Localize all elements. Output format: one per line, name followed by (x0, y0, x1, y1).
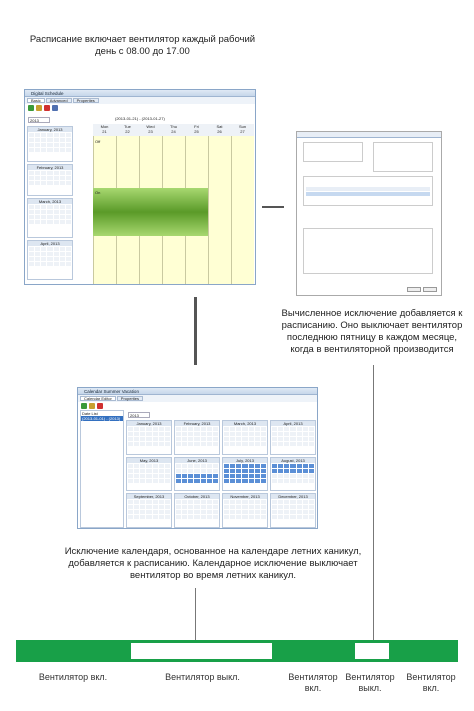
day-header: Thu 24 (170, 124, 177, 134)
event-type-group[interactable] (303, 142, 363, 162)
ok-button[interactable] (407, 287, 421, 292)
month-calendar[interactable]: October, 2013 (174, 493, 220, 528)
mini-calendar[interactable]: March, 2013 (27, 198, 73, 238)
tab-advanced[interactable]: Advanced (46, 98, 72, 103)
month-calendar[interactable]: September, 2013 (126, 493, 172, 528)
connector-line (195, 588, 196, 640)
week-grid[interactable] (93, 124, 254, 284)
month-calendar[interactable]: June, 2013 (174, 457, 220, 492)
timeline-label-off: Вентилятор выкл. (345, 672, 395, 693)
month-calendar[interactable]: February, 2013 (174, 420, 220, 455)
cancel-button[interactable] (423, 287, 437, 292)
tab-properties[interactable]: Properties (117, 396, 143, 401)
month-calendar[interactable]: March, 2013 (222, 420, 268, 455)
day-header: Mon 21 (100, 124, 109, 134)
add-icon[interactable] (28, 105, 34, 111)
tab-calendar-editor[interactable]: Calendar Editor (80, 396, 116, 401)
exception-type-group[interactable] (373, 142, 433, 172)
day-header: Sun 27 (238, 124, 247, 134)
timeline-label-on: Вентилятор вкл. (406, 672, 456, 693)
edit-icon[interactable] (36, 105, 42, 111)
caption-top: Расписание включает вентилятор каждый рабочий день с 08.00 до 17.00 (29, 34, 256, 57)
calendar-window (77, 387, 318, 529)
on-label: On (95, 190, 101, 195)
month-calendar[interactable]: July, 2013 (222, 457, 268, 492)
calendar-window-title: Calendar Summer Vacation (78, 388, 317, 395)
year-select[interactable]: 2013 (28, 117, 50, 123)
connector-line (262, 206, 284, 208)
edit-icon[interactable] (89, 403, 95, 409)
month-calendar[interactable]: November, 2013 (222, 493, 268, 528)
connector-line (373, 365, 374, 640)
exception-dialog (296, 131, 442, 296)
date-list[interactable]: Date List (2013-01-01) - (2013) (80, 410, 124, 528)
delete-icon[interactable] (97, 403, 103, 409)
month-calendar[interactable]: April, 2013 (270, 420, 316, 455)
caption-middle: Исключение календаря, основанное на календаре летних каникул, добавляется к расписанию. Календарное исключение выключает вентилятор во время летних каникул. (64, 546, 362, 581)
off-label: Off (95, 139, 101, 144)
day-header: Sat 26 (216, 124, 223, 134)
mini-calendar[interactable]: January, 2013 (27, 126, 73, 162)
add-icon[interactable] (81, 403, 87, 409)
dialog-title (297, 132, 441, 138)
timeline-off-segment (131, 643, 272, 659)
year-select[interactable]: 2013 (128, 412, 150, 418)
timeline-label-off: Вентилятор выкл. (165, 672, 240, 682)
delete-icon[interactable] (44, 105, 50, 111)
settings-icon[interactable] (52, 105, 58, 111)
timeline-off-segment (355, 643, 389, 659)
time-value-list[interactable] (303, 176, 433, 206)
month-calendar[interactable]: August, 2013 (270, 457, 316, 492)
timeline-label-on: Вентилятор вкл. (288, 672, 338, 693)
date-list-item[interactable]: (2013-01-01) - (2013) (81, 416, 123, 421)
caption-right: Вычисленное исключение добавляется к расписанию. Оно выключает вентилятор последнюю пятницу в каждом месяце, когда в вентиляторной производится (281, 308, 463, 355)
schedule-window (24, 89, 256, 285)
day-header: Tue 22 (124, 124, 131, 134)
timeline-label-on: Вентилятор вкл. (38, 672, 108, 682)
date-range: (2013-01-21) - (2013-01-27) (115, 116, 165, 121)
month-calendar[interactable]: January, 2013 (126, 420, 172, 455)
recurrence-settings[interactable] (303, 228, 433, 274)
on-period[interactable] (93, 188, 208, 236)
month-calendar[interactable]: May, 2013 (126, 457, 172, 492)
tab-basic[interactable]: Basic (27, 98, 45, 103)
day-header: Fri 25 (194, 124, 199, 134)
mini-calendar[interactable]: April, 2013 (27, 240, 73, 280)
day-header: Wed 23 (146, 124, 155, 134)
connector-line (194, 297, 197, 365)
tab-properties[interactable]: Properties (73, 98, 99, 103)
month-calendar[interactable]: December, 2013 (270, 493, 316, 528)
mini-calendar[interactable]: February, 2013 (27, 164, 73, 196)
schedule-window-title: Digital Schedule (25, 90, 255, 97)
